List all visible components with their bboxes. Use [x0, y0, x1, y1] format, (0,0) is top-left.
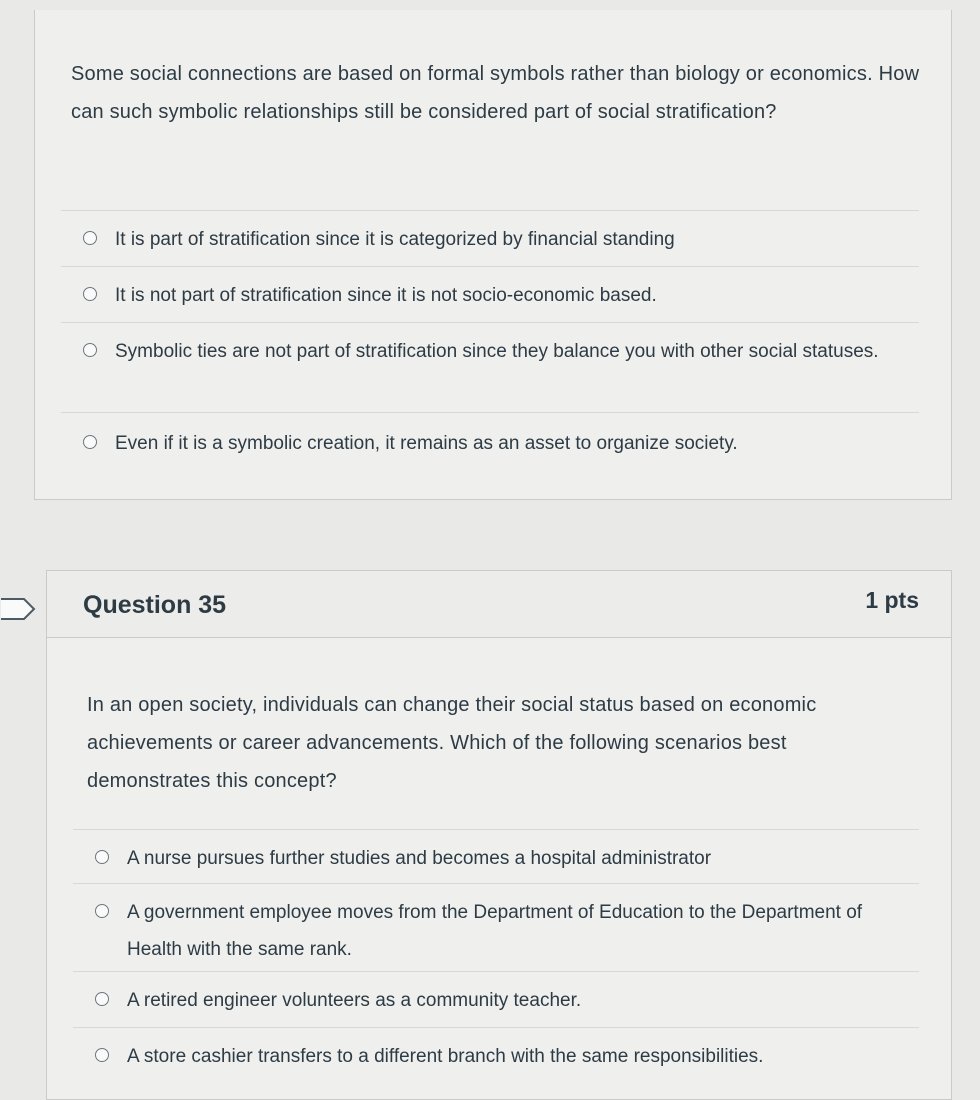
- answer-option[interactable]: [61, 322, 919, 412]
- answer-label[interactable]: It is not part of stratification since it is not socio-economic based.: [115, 285, 657, 306]
- answer-option[interactable]: [73, 971, 919, 1027]
- answer-label[interactable]: Even if it is a symbolic creation, it remains as an asset to organize society.: [115, 433, 738, 454]
- answer-option[interactable]: [61, 210, 919, 266]
- answer-option[interactable]: [73, 829, 919, 883]
- flag-question-icon[interactable]: [0, 597, 36, 621]
- answer-option[interactable]: [73, 1027, 919, 1087]
- question-points: 1 pts: [865, 587, 919, 613]
- question-card-35: [46, 570, 952, 1100]
- answer-list: [35, 210, 951, 472]
- radio-button-icon[interactable]: [83, 231, 97, 245]
- radio-button-icon[interactable]: [95, 904, 109, 918]
- answer-option[interactable]: [73, 883, 919, 971]
- answer-option[interactable]: [61, 266, 919, 322]
- answer-option[interactable]: [61, 412, 919, 472]
- answer-label[interactable]: A retired engineer volunteers as a community teacher.: [127, 990, 582, 1011]
- answer-label[interactable]: A government employee moves from the Department of Education to the Department of Health with the same rank.: [127, 902, 863, 960]
- question-card-previous: [34, 10, 952, 500]
- answer-label[interactable]: It is part of stratification since it is categorized by financial standing: [115, 229, 675, 250]
- radio-button-icon[interactable]: [83, 287, 97, 301]
- question-title: Question 35: [83, 591, 227, 619]
- question-header: [47, 571, 951, 638]
- radio-button-icon[interactable]: [95, 1048, 109, 1062]
- answer-label[interactable]: A store cashier transfers to a different branch with the same responsibilities.: [127, 1046, 764, 1067]
- question-text: Some social connections are based on formal symbols rather than biology or economics. How can such symbolic relationships still be considered part of social stratification?: [71, 63, 920, 123]
- radio-button-icon[interactable]: [83, 435, 97, 449]
- radio-button-icon[interactable]: [83, 343, 97, 357]
- question-text: In an open society, individuals can change their social status based on economic achievements or career advancements. Which of the following scenarios best demonstrates this concept?: [87, 694, 817, 792]
- radio-button-icon[interactable]: [95, 992, 109, 1006]
- radio-button-icon[interactable]: [95, 850, 109, 864]
- answer-list: [47, 829, 951, 1087]
- answer-label[interactable]: A nurse pursues further studies and becomes a hospital administrator: [127, 848, 712, 869]
- answer-label[interactable]: Symbolic ties are not part of stratification since they balance you with other social statuses.: [115, 341, 879, 362]
